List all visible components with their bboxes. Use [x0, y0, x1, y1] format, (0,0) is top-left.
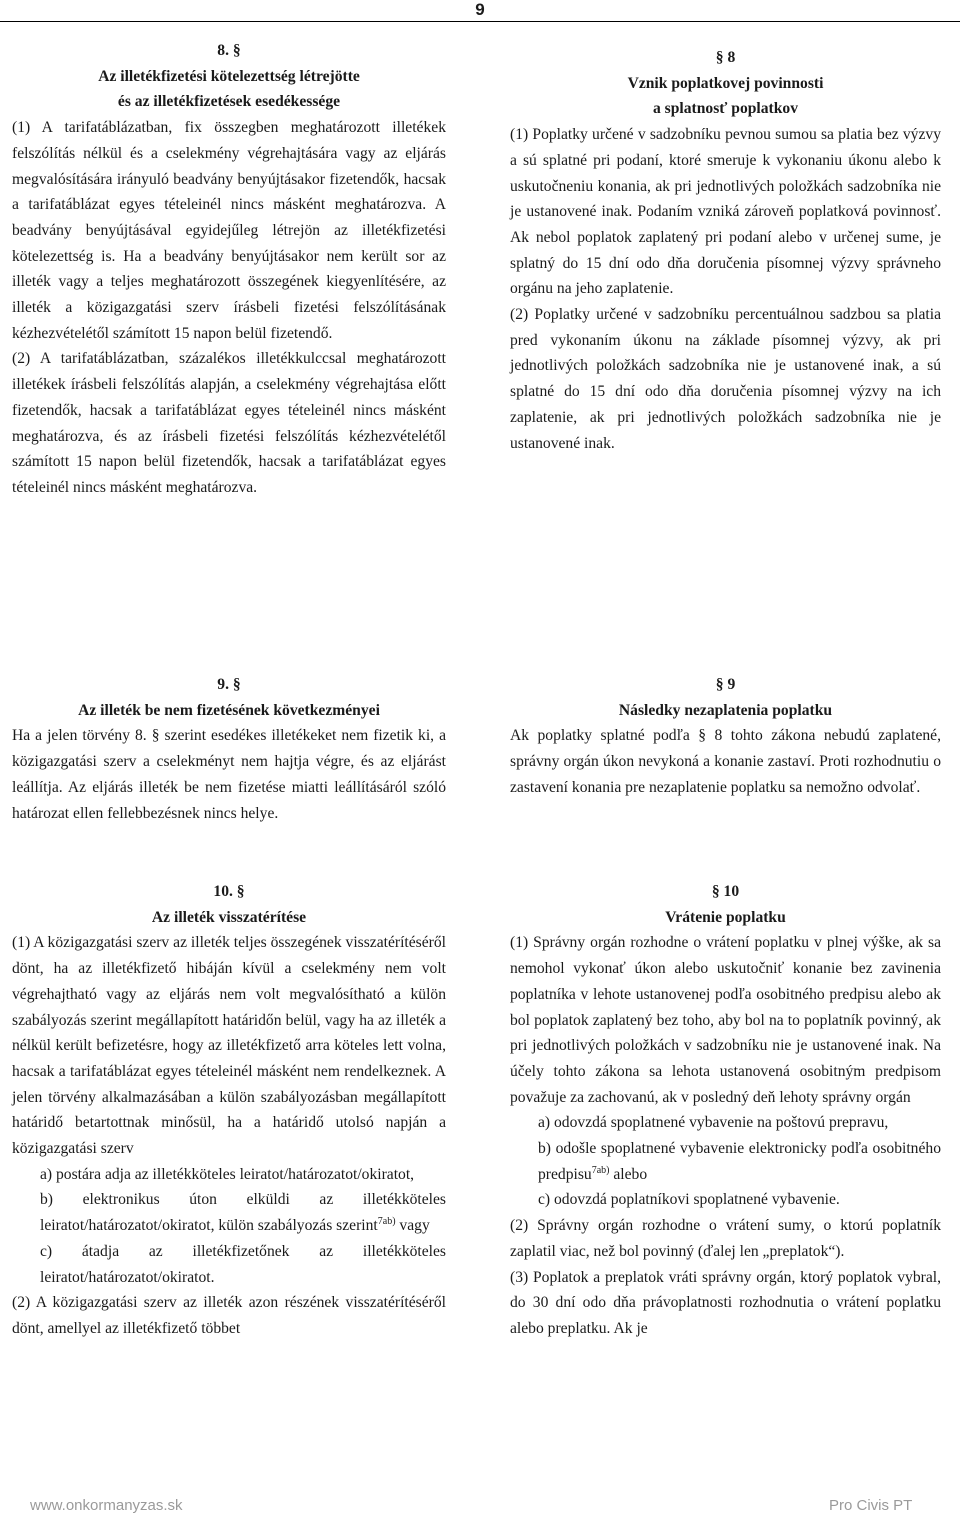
sk-s10-title: Vrátenie poplatku [665, 908, 786, 926]
sk-s8-paragraph-1: (1) Poplatky určené v sadzobníku pevnou sumou sa platia bez výzvy a sú splatné pri podaní, ktoré smeruje k vykonaniu úkonu alebo k uskutočneniu konania, ak pri jednotlivých položkách sadzobníka nie je ustanovené inak. Podaním vzniká zároveň poplatková povinnosť. Ak nebol poplatok zaplatený pri podaní alebo v určenej sume, je splatný do 15 dní odo dňa doručenia písomnej výzvy správneho orgánu na jeho zaplatenie. [510, 126, 941, 298]
sk-s10-item-a: a) odovzdá spoplatnené vybavenie na poštovú prepravu, [538, 1114, 889, 1132]
sk-section-9 [510, 672, 941, 801]
sk-s9-number: § 9 [715, 676, 736, 693]
footer-website: www.onkormanyzas.sk [30, 1497, 183, 1514]
sk-s10-item-b-text: b) odošle spoplatnené vybavenie elektronicky podľa osobitného predpisu [538, 1140, 941, 1183]
hu-s10-item-a: a) postára adja az illetékköteles leiratot/határozatot/okiratot, [40, 1165, 415, 1183]
hu-s10-number: 10. § [213, 883, 245, 900]
sk-s8-paragraph-2: (2) Poplatky určené v sadzobníku percentuálnou sadzbou sa platia pred vykonaním úkonu na základe písomnej výzvy, ak pri jednotlivých položkách sadzobníka nie je ustanovené inak, a sú splatné do 15 dní odo dňa doručenia písomnej výzvy na ich zaplatenie, ak pri jednotlivých položkách sadzobníka nie je ustanovené inak. [510, 306, 941, 452]
hu-s8-paragraph-1: (1) A tarifatáblázatban, fix összegben meghatározott illetékek felszólítás nélkül és a cselekmény végrehajtására vagy az eljárás megvalósítására irányuló beadvány benyújtásakor fizetendők, hacsak a tarifatáblázat egyes tételeinél nincs másként meghatározva. A beadvány benyújtásával egyidejűleg létrejön az illetékfizetési kötelezettség is. Ha a beadvány benyújtásakor nem került sor az illeték vagy a teljes meghatározott összegének kiegyenlítésére, az illeték a közigazgatási szerv írásbeli fizetési felszólításának kézhezvételétől számított 15 napon belül fizetendő. [12, 119, 446, 342]
sk-s8-title-2: a splatnosť poplatkov [652, 100, 799, 118]
sk-s10-item-b-tail: alebo [609, 1165, 648, 1183]
sk-section-10 [510, 879, 941, 1342]
hu-s10-item-b [12, 1187, 446, 1238]
sk-s9-title: Následky nezaplatenia poplatku [618, 701, 833, 719]
hu-section-8 [12, 38, 446, 501]
hu-s9-paragraph-1: Ha a jelen törvény 8. § szerint esedékes illetékeket nem fizetik ki, a közigazgatási szerv a cselekményt nem hajtja végre, és az eljárást leállítja. Az eljárás illeték be nem fizetése miatti leállításáról szóló határozat ellen fellebbezésnek nincs helye. [12, 727, 446, 822]
page-number: 9 [475, 0, 485, 19]
hu-s8-title-1: Az illetékfizetési kötelezettség létrejötte [98, 67, 360, 85]
sk-s10-paragraph-3: (3) Poplatok a preplatok vráti správny orgán, ktorý poplatok vybral, do 30 dní odo dňa právoplatnosti rozhodnutia o vrátení poplatku alebo preplatku. Ak je [510, 1268, 941, 1337]
hu-s10-item-b-tail: vagy [395, 1217, 430, 1235]
sk-s10-item-c: c) odovzdá poplatníkovi spoplatnené vybavenie. [538, 1191, 840, 1209]
sk-s10-item-b-footnote: 7ab) [591, 1164, 610, 1176]
sk-s10-paragraph-2: (2) Správny orgán rozhodne o vrátení sumy, o ktorú poplatník zaplatil viac, než bol povinný (ďalej len „preplatok“). [510, 1217, 941, 1260]
hu-s10-paragraph-1: (1) A közigazgatási szerv az illeték teljes összegének visszatérítéséről dönt, ha az illetékfizető hibáján kívül a cselekmény nem volt végrehajtható vagy az eljárás nem volt megvalósítható a külön szabályozás szerint megállapított határidőn belül, vagy ha az illeték a nélkül került befizetésre, hogy az illetékfizető arra köteles lett volna, hacsak a tarifatáblázat egyes tételeinél másként nem rendelkeznek. A jelen törvény alkalmazásában a külön szabályozásban megállapított határidő betartottnak minősül, ha a határidő utolsó napján a közigazgatási szerv [12, 934, 446, 1158]
hu-section-10 [12, 879, 446, 1342]
sk-s10-item-b [510, 1136, 941, 1187]
footer-publisher: Pro Civis PT [829, 1497, 913, 1514]
hu-s9-title: Az illeték be nem fizetésének következményei [78, 701, 380, 719]
sk-s10-paragraph-1: (1) Správny orgán rozhodne o vrátení poplatku v plnej výške, ak sa nemohol vykonať úkon alebo uskutočniť konanie bez zavinenia poplatníka v lehote ustanovenej podľa osobitného predpisu alebo ak bol poplatok zaplatený bez toho, aby bol na to poplatník povinný, ak pri jednotlivých položkách v sadzobníku nie je ustanovené inak. Na účely tohto zákona sa lehota ustanovená osobitným predpisom považuje za zachovanú, ak v posledný deň lehoty správny orgán [510, 934, 941, 1106]
hu-s10-title: Az illeték visszatérítése [151, 908, 307, 926]
sk-s10-number: § 10 [711, 883, 740, 900]
hu-s10-item-c: c) átadja az illetékfizetőnek az illetékköteles leiratot/határozatot/okiratot. [40, 1242, 446, 1286]
hu-s10-item-b-footnote: 7ab) [377, 1215, 396, 1227]
sk-s8-title-1: Vznik poplatkovej povinnosti [627, 74, 824, 92]
hu-s8-paragraph-2: (2) A tarifatáblázatban, százalékos illetékkulccsal meghatározott illetékek írásbeli felszólítás alapján, a cselekmény végrehajtása előtt fizetendők, hacsak a tarifatáblázat egyes tételeinél nincs másként meghatározva, és az írásbeli fizetési felszólítás kézhezvételétől számított 15 napon belül fizetendők, hacsak a tarifatáblázat egyes tételeinél nincs másként meghatározva. [12, 350, 446, 496]
hu-s10-paragraph-2: (2) A közigazgatási szerv az illeték azon részének visszatérítéséről dönt, amellyel az illetékfizető többet [12, 1294, 446, 1337]
sk-s9-paragraph-1: Ak poplatky splatné podľa § 8 tohto zákona nebudú zaplatené, správny orgán úkon nevykoná a konanie zastaví. Proti rozhodnutiu o zastavení konania pre nezaplatenie poplatku sa nemožno odvolať. [510, 727, 941, 796]
header-rule [0, 21, 960, 22]
sk-section-8 [510, 45, 941, 456]
hu-s10-item-b-text: b) elektronikus úton elküldi az illetékköteles leiratot/határozatot/okiratot, külön szabályozás szerint [40, 1191, 446, 1235]
hu-s8-number: 8. § [217, 42, 241, 59]
hu-s9-number: 9. § [217, 676, 241, 693]
hu-section-9 [12, 672, 446, 826]
sk-s8-number: § 8 [715, 49, 736, 66]
hu-s8-title-2: és az illetékfizetések esedékessége [117, 93, 341, 111]
